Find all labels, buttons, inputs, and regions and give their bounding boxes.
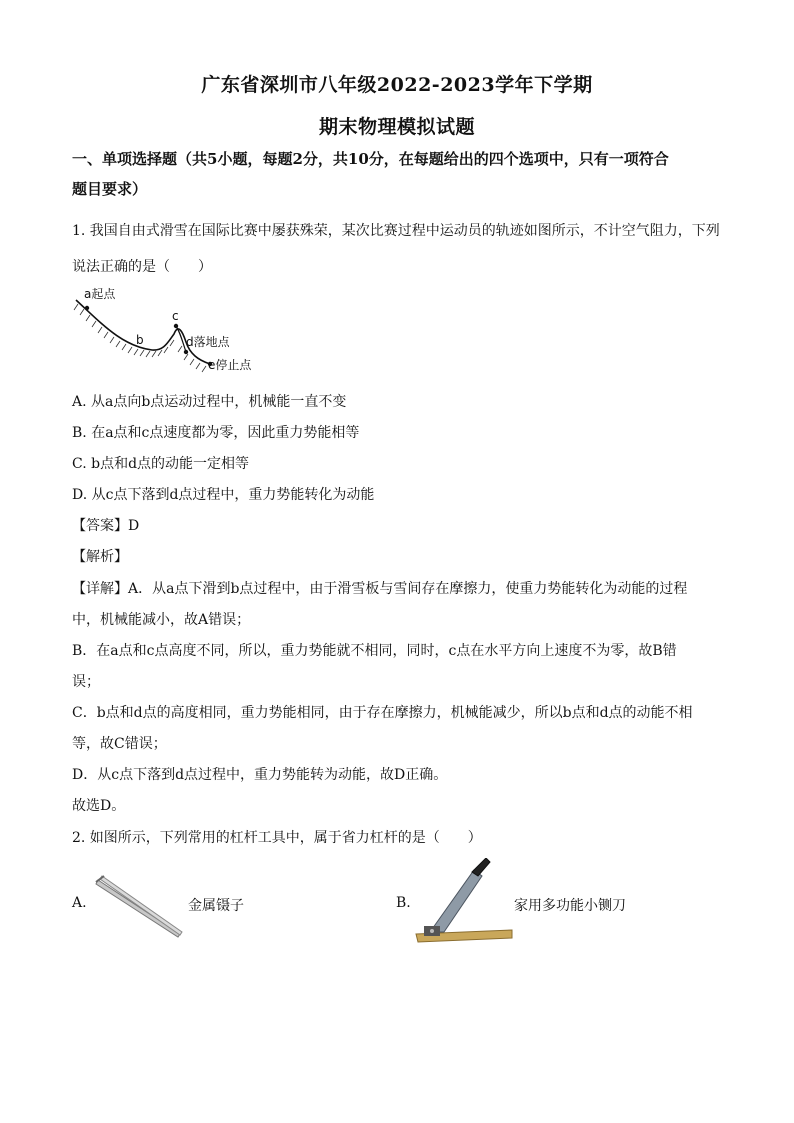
- point-a: [85, 306, 89, 310]
- q1-explanation-line4: 误；: [72, 674, 100, 690]
- slope-line: [76, 300, 210, 364]
- q2-option-a-letter: A.: [72, 895, 87, 911]
- exam-title-line1: 广东省深圳市八年级2022-2023学年下学期: [201, 74, 593, 96]
- q1-explanation-line8: 故选D。: [72, 798, 126, 814]
- q1-explanation-line1: 【详解】A．从a点下滑到b点过程中，由于滑雪板与雪间存在摩擦力，使重力势能转化为动能的过程: [72, 581, 688, 597]
- q1-stem-line2: 说法正确的是（ ）: [72, 259, 212, 275]
- q2-option-b-letter: B.: [396, 895, 411, 911]
- q2-option-b-text: 家用多功能小铡刀: [514, 898, 626, 914]
- q1-option-a: A. 从a点向b点运动过程中，机械能一直不变: [72, 394, 347, 410]
- label-a: a起点: [84, 287, 116, 301]
- label-c: c: [172, 309, 179, 323]
- point-c: [174, 324, 178, 328]
- q1-stem-line1: 1. 我国自由式滑雪在国际比赛中屡获殊荣，某次比赛过程中运动员的轨迹如图所示，不计空气阻力，下列: [72, 223, 720, 239]
- point-d: [184, 350, 188, 354]
- guillotine-cutter-image: [414, 858, 514, 948]
- q1-explanation-line6: 等，故C错误；: [72, 736, 167, 752]
- label-d: d落地点: [186, 335, 230, 349]
- q1-option-b: B. 在a点和c点速度都为零，因此重力势能相等: [72, 425, 360, 441]
- q1-explanation-line5: C．b点和d点的高度相同，重力势能相同，由于存在摩擦力，机械能减少，所以b点和d点的动能不相: [72, 705, 693, 721]
- q1-answer: 【答案】D: [72, 518, 140, 534]
- q2-stem: 2. 如图所示，下列常用的杠杆工具中，属于省力杠杆的是（ ）: [72, 830, 482, 846]
- section-heading-line2: 题目要求）: [72, 180, 148, 198]
- q2-option-a-text: 金属镊子: [188, 898, 244, 914]
- label-b: b: [136, 333, 144, 347]
- ski-track-figure: [72, 284, 272, 378]
- q1-option-d: D. 从c点下落到d点过程中，重力势能转化为动能: [72, 487, 375, 503]
- q1-analysis-tag: 【解析】: [72, 549, 128, 565]
- tweezers-image: [92, 870, 188, 942]
- exam-title-line2: 期末物理模拟试题: [318, 116, 475, 138]
- label-e: e停止点: [208, 358, 252, 372]
- section-heading-line1: 一、单项选择题（共5小题，每题2分，共10分，在每题给出的四个选项中，只有一项符合: [72, 150, 669, 168]
- q1-option-c: C. b点和d点的动能一定相等: [72, 456, 250, 472]
- q1-explanation-line3: B．在a点和c点高度不同，所以，重力势能就不相同，同时，c点在水平方向上速度不为零，故B错: [72, 643, 677, 659]
- q1-explanation-line2: 中，机械能减小，故A错误；: [72, 612, 251, 628]
- q1-explanation-line7: D．从c点下落到d点过程中，重力势能转为动能，故D正确。: [72, 767, 448, 783]
